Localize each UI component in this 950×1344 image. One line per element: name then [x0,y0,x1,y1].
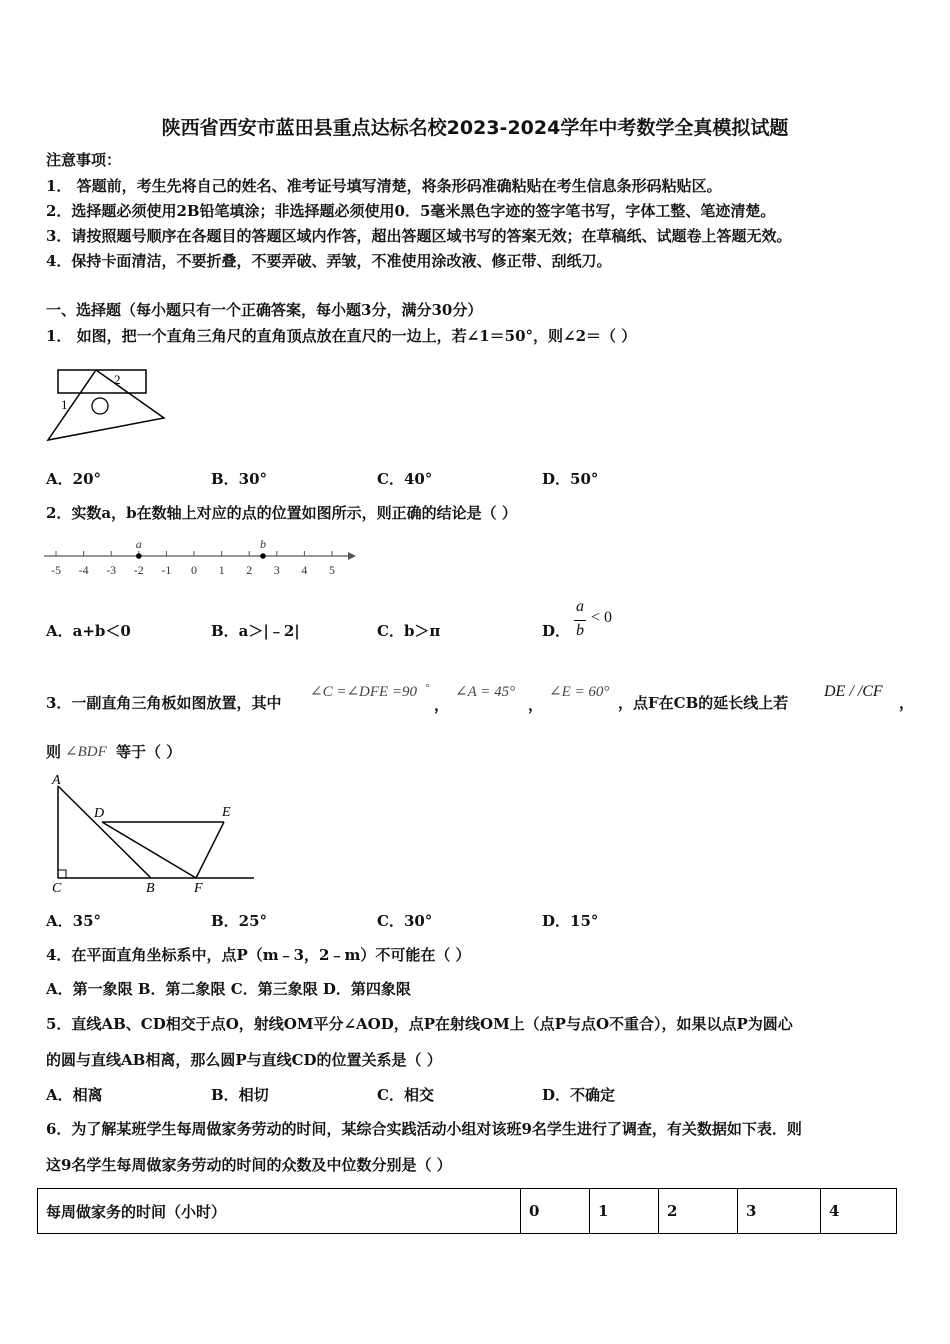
side-df [102,822,196,878]
q3-comma: ， [434,696,450,714]
axis-tick-label: -1 [161,563,172,577]
notice-item: 3．请按照题号顺序在各题目的答题区域内作答，超出答题区域书写的答案无效；在草稿纸、试题卷上答题无效。 [46,227,792,245]
axis-tick-label: 1 [218,563,225,577]
q1-option-c: C．40° [377,470,433,488]
q3-option-c: C．30° [377,912,433,930]
right-angle-mark [58,870,66,878]
q3-angle: ∠BDF [65,744,107,760]
axis-tick-label: 3 [273,563,280,577]
table-header-cell: 每周做家务的时间（小时） [38,1189,521,1234]
axis-tick-label: 2 [246,563,253,577]
table-header-cell: 4 [821,1189,897,1234]
point-b-label: b [260,537,266,551]
notice-item: 4．保持卡面清洁，不要折叠，不要弄破、弄皱，不准使用涂改液、修正带、刮纸刀。 [46,252,612,270]
side-ef [196,822,224,878]
q3-option-b: B．25° [211,912,268,930]
q3-cond2: ∠A = 45° [455,684,516,700]
angle-2-label: 2 [114,372,121,387]
label-b: B [146,881,155,896]
table-header-cell: 3 [738,1189,821,1234]
axis-tick-label: 0 [191,563,197,577]
q2-option-a: A．a+b＜0 [46,622,131,640]
q3-cond4: DE / /CF [824,683,883,700]
axis-tick-label: 5 [329,563,335,577]
q5-line1: 5．直线AB、CD相交于点O，射线OM平分∠AOD，点P在射线OM上（点P与点O不重合），如果以点P为圆心 [46,1015,793,1033]
q1-option-b: B．30° [211,470,268,488]
angle-1-label: 1 [61,397,68,412]
axis-tick-label: -2 [133,563,144,577]
axis-arrow [348,552,356,560]
q2-stem: 2．实数a，b在数轴上对应的点的位置如图所示，则正确的结论是（ ） [46,504,517,522]
q3-figure [44,770,264,900]
fraction-bar [574,620,586,621]
q3-stem-mid: ，点F在CB的延长线上若 [618,694,789,712]
q3-option-d: D．15° [542,912,599,930]
axis-tick-label: -5 [51,563,61,577]
q3-comma: ， [528,696,544,714]
q3-option-a: A．35° [46,912,102,930]
q3-line2-prefix: 则 [46,743,62,761]
q5-line2: 的圆与直线AB相离，那么圆P与直线CD的位置关系是（ ） [46,1051,442,1069]
q3-stem-end: ， [899,694,915,712]
side-ab [58,786,151,878]
q6-line1: 6．为了解某班学生每周做家务劳动的时间，某综合实践活动小组对该班9名学生进行了调查，有关数据如下表．则 [46,1120,802,1138]
q4-stem: 4．在平面直角坐标系中，点P（m﹣3，2﹣m）不可能在（ ） [46,946,471,964]
q6-line2: 这9名学生每周做家务劳动的时间的众数及中位数分别是（ ） [46,1156,452,1174]
axis-tick-label: -3 [106,563,117,577]
q3-cond3: ∠E = 60° [549,684,610,700]
q1-stem: 1． 如图，把一个直角三角尺的直角顶点放在直尺的一边上，若∠1＝50°，则∠2＝（ ） [46,327,637,345]
data-table [37,1188,897,1234]
q2-option-c: C．b＞π [377,622,441,640]
point-a [136,553,142,559]
label-f: F [194,881,203,896]
q2-option-d: D． [542,622,571,640]
q1-figure [40,362,180,452]
degree-mark: ° [425,682,430,694]
q1-option-a: A．20° [46,470,102,488]
label-c: C [52,881,62,896]
table-row [38,1189,897,1234]
q4-options: A．第一象限 B．第二象限 C．第三象限 D．第四象限 [46,980,411,998]
set-square-hole [92,398,108,414]
notice-item: 2．选择题必须使用2B铅笔填涂；非选择题必须使用0．5毫米黑色字迹的签字笔书写，字体工整、笔迹清楚。 [46,202,776,220]
point-a-label: a [135,537,142,551]
q5-option-a: A．相离 [46,1086,103,1104]
point-b [260,553,266,559]
q5-option-c: C．相交 [377,1086,434,1104]
fraction-inequality: < 0 [591,609,613,626]
notice-item: 1． 答题前，考生先将自己的姓名、准考证号填写清楚，将条形码准确粘贴在考生信息条形码粘贴区。 [46,177,722,195]
label-d: D [94,806,105,821]
axis-tick-label: -4 [78,563,89,577]
table-header-cell: 2 [659,1189,738,1234]
number-line [40,538,360,580]
fraction-denominator: b [576,622,584,639]
q3-cond1: ∠C =∠DFE =90 [310,684,418,700]
notice-heading: 注意事项： [46,151,122,169]
axis-tick-label: 4 [301,563,308,577]
q3-line2-suffix: 等于（ ） [116,743,182,761]
q5-option-d: D．不确定 [542,1086,616,1104]
q5-option-b: B．相切 [211,1086,269,1104]
q2-option-b: B．a＞|﹣2| [211,622,300,640]
q1-option-d: D．50° [542,470,599,488]
table-header-cell: 1 [590,1189,659,1234]
section-heading: 一、选择题（每小题只有一个正确答案，每小题3分，满分30分） [46,301,483,319]
label-e: E [222,805,231,820]
fraction-numerator: a [576,598,584,615]
page-title: 陕西省西安市蓝田县重点达标名校2023-2024学年中考数学全真模拟试题 [161,117,789,139]
label-a: A [52,773,61,788]
q3-stem-prefix: 3．一副直角三角板如图放置，其中 [46,694,282,712]
table-header-cell: 0 [521,1189,590,1234]
